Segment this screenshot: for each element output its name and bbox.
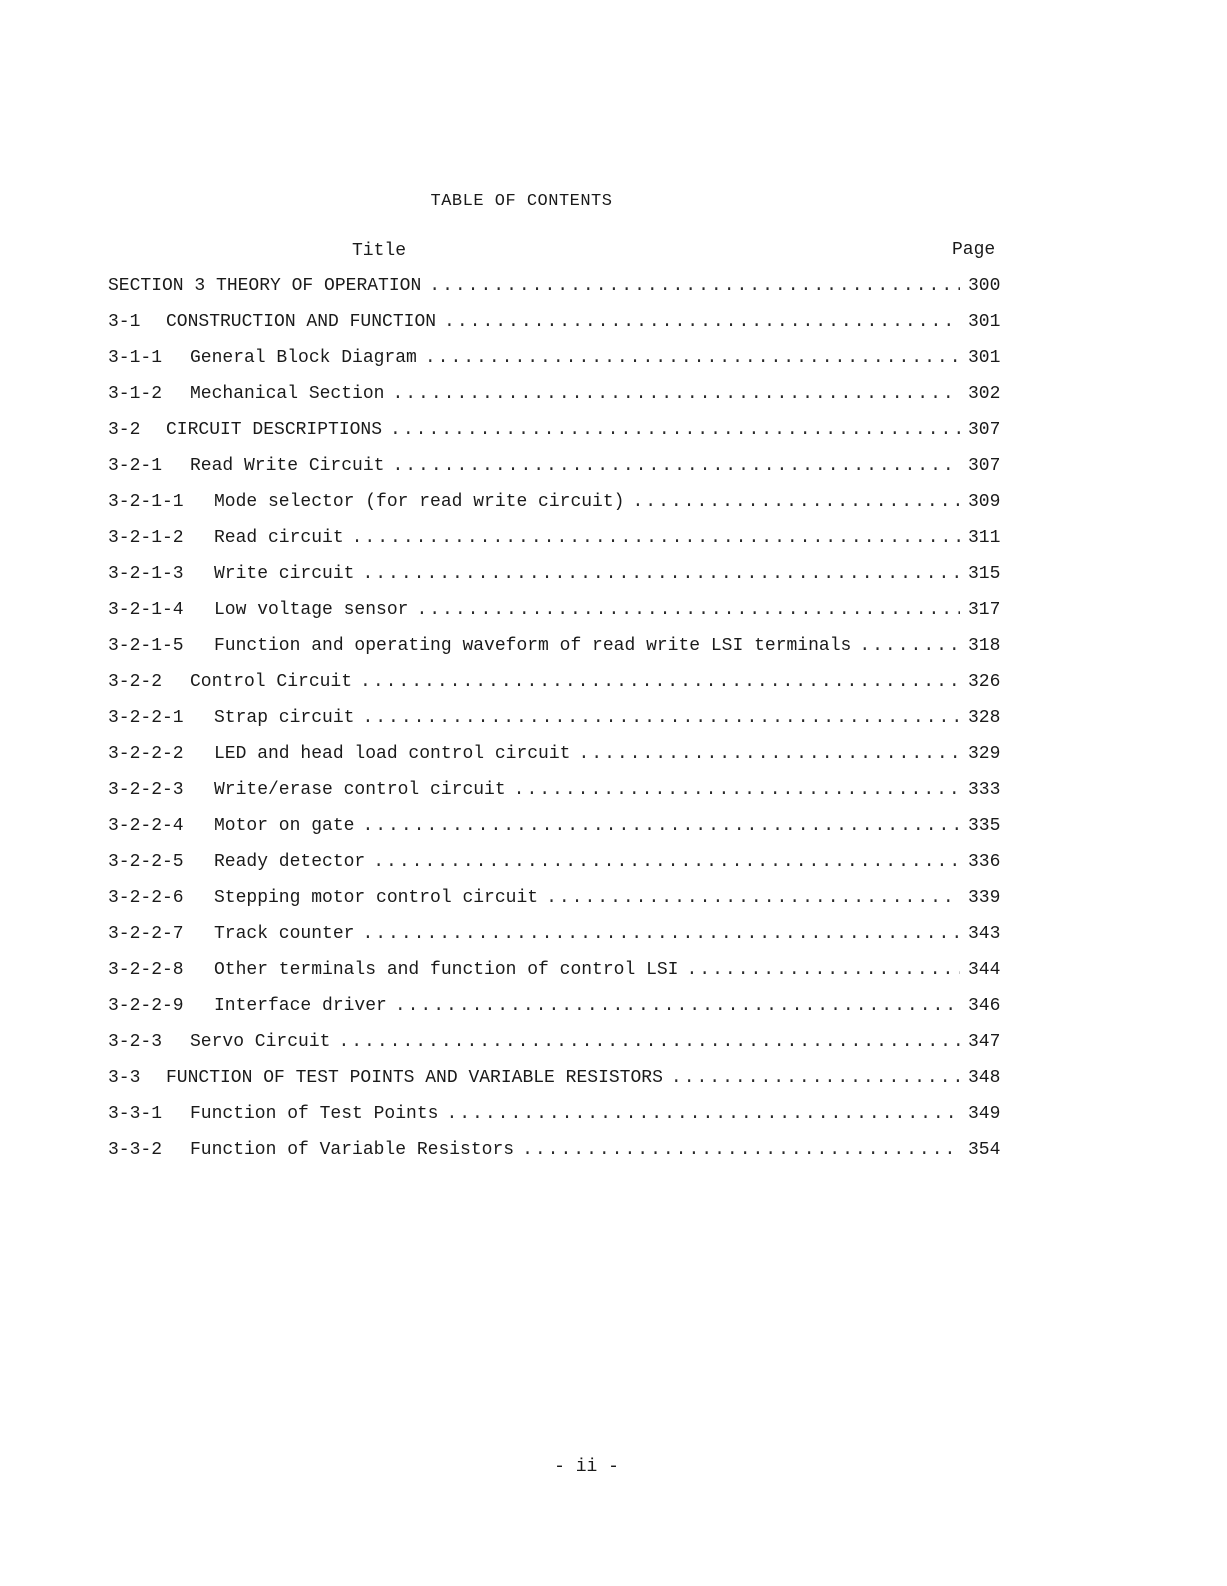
toc-entry-number: 3-1-1 — [108, 348, 163, 368]
dot-leader — [338, 1032, 960, 1052]
toc-entry-number: 3-2-1-3 — [108, 564, 184, 584]
toc-heading: TABLE OF CONTENTS — [430, 192, 613, 211]
toc-entry-page: 354 — [968, 1140, 1001, 1160]
toc-entry-page: 349 — [968, 1104, 1001, 1124]
toc-entry-page: 309 — [968, 492, 1001, 512]
dot-leader — [632, 492, 960, 512]
toc-entry-page: 347 — [968, 1032, 1001, 1052]
toc-entry — [108, 456, 1008, 492]
toc-entry — [108, 384, 1008, 420]
dot-leader — [514, 780, 960, 800]
toc-entry-number: 3-2-2-2 — [108, 744, 184, 764]
toc-entry-title: Strap circuit — [214, 708, 355, 728]
toc-entry-title: Write circuit — [214, 564, 355, 584]
toc-entry-number: 3-2-2-3 — [108, 780, 184, 800]
toc-entry-page: 318 — [968, 636, 1001, 656]
toc-entry-number: 3-2-1-2 — [108, 528, 184, 548]
toc-entry-title: SECTION 3 THEORY OF OPERATION — [108, 276, 422, 296]
toc-entry-number: 3-3 — [108, 1068, 141, 1088]
toc-entry-number: 3-2-1-5 — [108, 636, 184, 656]
toc-entry — [108, 600, 1008, 636]
toc-entry-number: 3-2-2-6 — [108, 888, 184, 908]
toc-entry-title: FUNCTION OF TEST POINTS AND VARIABLE RESISTORS — [166, 1068, 663, 1088]
toc-entry — [108, 312, 1008, 348]
column-header-page: Page — [952, 240, 996, 260]
toc-entry — [108, 888, 1008, 924]
toc-entry-title: Read Write Circuit — [190, 456, 385, 476]
toc-entry — [108, 1068, 1008, 1104]
dot-leader — [686, 960, 960, 980]
toc-entry-title: Write/erase control circuit — [214, 780, 506, 800]
toc-entry — [108, 420, 1008, 456]
toc-entry-number: 3-1 — [108, 312, 141, 332]
toc-entry-number: 3-2-1 — [108, 456, 163, 476]
toc-entry-title: Function and operating waveform of read write LSI terminals — [214, 636, 852, 656]
toc-entry-page: 329 — [968, 744, 1001, 764]
toc-entry-page: 346 — [968, 996, 1001, 1016]
toc-entry-page: 348 — [968, 1068, 1001, 1088]
toc-entry — [108, 492, 1008, 528]
toc-entry — [108, 744, 1008, 780]
toc-entry-page: 301 — [968, 348, 1001, 368]
toc-entry — [108, 528, 1008, 564]
dot-leader — [522, 1140, 960, 1160]
toc-entry-page: 339 — [968, 888, 1001, 908]
toc-entry-title: Interface driver — [214, 996, 387, 1016]
toc-entry — [108, 1104, 1008, 1140]
dot-leader — [546, 888, 960, 908]
toc-entry-page: 311 — [968, 528, 1001, 548]
toc-entry-title: Servo Circuit — [190, 1032, 331, 1052]
dot-leader — [425, 348, 960, 368]
toc-list — [108, 276, 1008, 1176]
toc-entry — [108, 996, 1008, 1032]
dot-leader — [671, 1068, 960, 1088]
toc-entry-page: 317 — [968, 600, 1001, 620]
toc-entry-number: 3-2 — [108, 420, 141, 440]
toc-entry — [108, 816, 1008, 852]
dot-leader — [859, 636, 960, 656]
toc-entry — [108, 636, 1008, 672]
dot-leader — [395, 996, 960, 1016]
toc-entry-page: 307 — [968, 456, 1001, 476]
toc-entry — [108, 672, 1008, 708]
dot-leader — [362, 924, 960, 944]
dot-leader — [446, 1104, 960, 1124]
toc-entry-number: 3-3-1 — [108, 1104, 163, 1124]
toc-entry-title: Mode selector (for read write circuit) — [214, 492, 625, 512]
dot-leader — [392, 456, 960, 476]
toc-entry-title: Stepping motor control circuit — [214, 888, 539, 908]
toc-entry-page: 336 — [968, 852, 1001, 872]
toc-entry — [108, 960, 1008, 996]
toc-entry-page: 315 — [968, 564, 1001, 584]
toc-entry-title: Ready detector — [214, 852, 366, 872]
toc-entry-title: Read circuit — [214, 528, 344, 548]
toc-entry — [108, 1140, 1008, 1176]
toc-entry-title: Motor on gate — [214, 816, 355, 836]
dot-leader — [392, 384, 960, 404]
dot-leader — [362, 564, 960, 584]
column-header-title: Title — [352, 241, 407, 261]
toc-entry-number: 3-2-2-5 — [108, 852, 184, 872]
toc-entry-page: 328 — [968, 708, 1001, 728]
toc-entry-number: 3-1-2 — [108, 384, 163, 404]
toc-entry-number: 3-2-2-7 — [108, 924, 184, 944]
toc-entry-page: 302 — [968, 384, 1001, 404]
toc-entry-title: Function of Test Points — [190, 1104, 439, 1124]
toc-entry-page: 300 — [968, 276, 1001, 296]
toc-entry-title: Low voltage sensor — [214, 600, 409, 620]
dot-leader — [444, 312, 960, 332]
toc-entry — [108, 708, 1008, 744]
toc-entry-title: LED and head load control circuit — [214, 744, 571, 764]
toc-entry-number: 3-2-1-4 — [108, 600, 184, 620]
toc-entry-number: 3-2-2-1 — [108, 708, 184, 728]
toc-entry-title: Track counter — [214, 924, 355, 944]
toc-entry — [108, 852, 1008, 888]
toc-entry-page: 335 — [968, 816, 1001, 836]
toc-entry-page: 333 — [968, 780, 1001, 800]
toc-entry-title: Control Circuit — [190, 672, 353, 692]
toc-entry-number: 3-2-3 — [108, 1032, 163, 1052]
toc-entry-title: CIRCUIT DESCRIPTIONS — [166, 420, 383, 440]
dot-leader — [360, 672, 960, 692]
toc-entry-number: 3-3-2 — [108, 1140, 163, 1160]
toc-entry-title: General Block Diagram — [190, 348, 417, 368]
dot-leader — [429, 276, 960, 296]
toc-entry-title: Function of Variable Resistors — [190, 1140, 515, 1160]
toc-entry — [108, 348, 1008, 384]
toc-entry-number: 3-2-2-8 — [108, 960, 184, 980]
toc-entry-number: 3-2-1-1 — [108, 492, 184, 512]
dot-leader — [373, 852, 960, 872]
toc-entry-page: 307 — [968, 420, 1001, 440]
toc-entry-title: Other terminals and function of control LSI — [214, 960, 679, 980]
toc-entry-number: 3-2-2 — [108, 672, 163, 692]
toc-entry — [108, 924, 1008, 960]
dot-leader — [416, 600, 960, 620]
dot-leader — [362, 708, 960, 728]
toc-entry — [108, 1032, 1008, 1068]
toc-entry-number: 3-2-2-9 — [108, 996, 184, 1016]
toc-entry-title: Mechanical Section — [190, 384, 385, 404]
toc-entry-page: 326 — [968, 672, 1001, 692]
toc-entry-page: 301 — [968, 312, 1001, 332]
toc-entry-title: CONSTRUCTION AND FUNCTION — [166, 312, 437, 332]
toc-entry-page: 343 — [968, 924, 1001, 944]
dot-leader — [352, 528, 960, 548]
dot-leader — [362, 816, 960, 836]
toc-entry — [108, 276, 1008, 312]
toc-entry — [108, 780, 1008, 816]
dot-leader — [578, 744, 960, 764]
toc-entry-number: 3-2-2-4 — [108, 816, 184, 836]
dot-leader — [390, 420, 960, 440]
toc-entry — [108, 564, 1008, 600]
page-number-footer: - ii - — [554, 1457, 619, 1477]
toc-entry-page: 344 — [968, 960, 1001, 980]
